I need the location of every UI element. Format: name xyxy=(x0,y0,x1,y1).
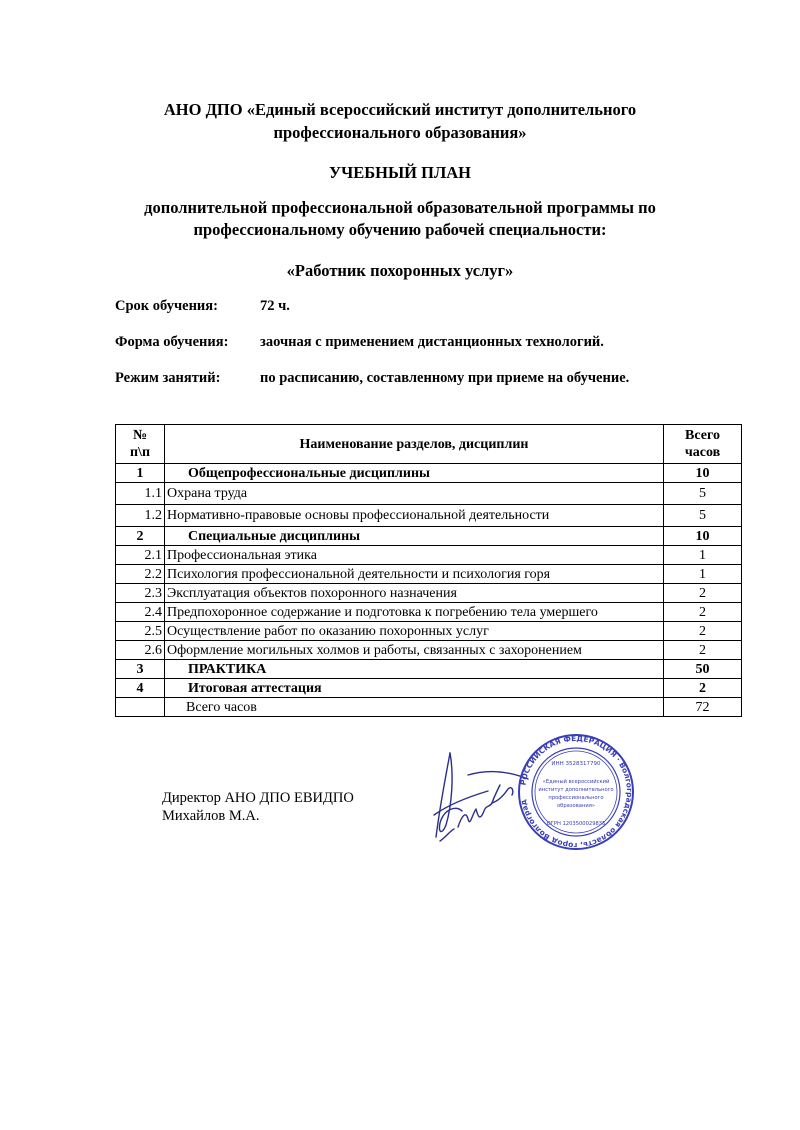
svg-text:профессионального: профессионального xyxy=(548,795,604,801)
duration-row xyxy=(115,298,290,315)
table-row xyxy=(116,641,742,660)
row-name: Эксплуатация объектов похоронного назначения xyxy=(165,584,664,603)
svg-text:образования»: образования» xyxy=(556,803,596,809)
column-header-number xyxy=(116,425,165,464)
table-row xyxy=(116,660,742,679)
row-name: ПРАКТИКА xyxy=(165,660,664,679)
row-number: 1.1 xyxy=(116,483,165,505)
form-row xyxy=(115,334,604,351)
signatory-position: Директор АНО ДПО ЕВИДПО xyxy=(162,790,354,806)
row-name: Общепрофессиональные дисциплины xyxy=(165,464,664,483)
table-row xyxy=(116,483,742,505)
row-number: 2.3 xyxy=(116,584,165,603)
row-hours: 5 xyxy=(664,505,742,527)
organization-name-line1: АНО ДПО «Единый всероссийский институт дополнительного xyxy=(163,100,637,119)
table-row xyxy=(116,603,742,622)
svg-text:ИНН 3528317790: ИНН 3528317790 xyxy=(551,761,601,767)
column-header-hours-line2: часов xyxy=(684,445,721,460)
row-hours: 2 xyxy=(664,641,742,660)
row-hours: 50 xyxy=(664,660,742,679)
curriculum-table xyxy=(115,424,742,717)
official-seal xyxy=(517,733,635,851)
program-description-line2: профессиональному обучению рабочей специальности: xyxy=(193,220,607,239)
table-row xyxy=(116,546,742,565)
table-row xyxy=(116,505,742,527)
document-title: УЧЕБНЫЙ ПЛАН xyxy=(328,163,471,182)
column-header-number-line1: № xyxy=(132,428,148,443)
row-number: 2.2 xyxy=(116,565,165,584)
row-hours: 2 xyxy=(664,603,742,622)
program-description-line1: дополнительной профессиональной образовательной программы по xyxy=(144,198,656,217)
duration-value: 72 ч. xyxy=(260,298,290,314)
table-row xyxy=(116,527,742,546)
row-number: 2.1 xyxy=(116,546,165,565)
column-header-name: Наименование разделов, дисциплин xyxy=(165,425,664,464)
form-value: заочная с применением дистанционных технологий. xyxy=(260,334,604,350)
table-row xyxy=(116,622,742,641)
program-description xyxy=(100,197,700,241)
row-hours: 10 xyxy=(664,464,742,483)
row-hours: 1 xyxy=(664,565,742,584)
column-header-number-line2: п\п xyxy=(129,445,151,460)
mode-label: Режим занятий: xyxy=(115,370,221,386)
row-number: 2.4 xyxy=(116,603,165,622)
row-name: Итоговая аттестация xyxy=(165,679,664,698)
row-hours: 2 xyxy=(664,622,742,641)
row-name: Специальные дисциплины xyxy=(165,527,664,546)
duration-label: Срок обучения: xyxy=(115,298,218,314)
row-name: Психология профессиональной деятельности и психология горя xyxy=(165,565,664,584)
signatory-name: Михайлов М.А. xyxy=(162,808,260,824)
table-row xyxy=(116,679,742,698)
table-row xyxy=(116,464,742,483)
row-hours: 2 xyxy=(664,584,742,603)
row-number: 3 xyxy=(116,660,165,679)
row-number: 1.2 xyxy=(116,505,165,527)
row-hours: 1 xyxy=(664,546,742,565)
row-name: Осуществление работ по оказанию похоронных услуг xyxy=(165,622,664,641)
row-number: 4 xyxy=(116,679,165,698)
table-header-row xyxy=(116,425,742,464)
table-total-row xyxy=(116,698,742,717)
organization-name-line2: профессионального образования» xyxy=(273,123,527,142)
row-name: Всего часов xyxy=(165,698,664,717)
row-number xyxy=(116,698,165,717)
svg-text:ОГРН 1203500029835: ОГРН 1203500029835 xyxy=(546,821,606,827)
row-number: 2.6 xyxy=(116,641,165,660)
form-label: Форма обучения: xyxy=(115,334,229,350)
column-header-hours xyxy=(664,425,742,464)
row-name: Нормативно-правовые основы профессиональной деятельности xyxy=(165,505,664,527)
row-name: Оформление могильных холмов и работы, связанных с захоронением xyxy=(165,641,664,660)
svg-text:«Единый всероссийский: «Единый всероссийский xyxy=(542,779,610,785)
row-number: 1 xyxy=(116,464,165,483)
row-name: Охрана труда xyxy=(165,483,664,505)
mode-value: по расписанию, составленному при приеме на обучение. xyxy=(260,370,630,386)
row-name: Предпохоронное содержание и подготовка к погребению тела умершего xyxy=(165,603,664,622)
row-number: 2.5 xyxy=(116,622,165,641)
specialty-name: «Работник похоронных услуг» xyxy=(286,261,514,280)
signatory-block xyxy=(162,789,354,825)
table-row xyxy=(116,584,742,603)
table-row xyxy=(116,565,742,584)
svg-text:РОССИЙСКАЯ ФЕДЕРАЦИЯ · Волгогр: РОССИЙСКАЯ ФЕДЕРАЦИЯ · Волгоградская область, город Волгоград xyxy=(518,733,635,851)
column-header-hours-line1: Всего xyxy=(685,428,720,443)
row-hours: 72 xyxy=(664,698,742,717)
organization-name xyxy=(110,98,690,144)
row-hours: 10 xyxy=(664,527,742,546)
row-name: Профессиональная этика xyxy=(165,546,664,565)
row-number: 2 xyxy=(116,527,165,546)
row-hours: 2 xyxy=(664,679,742,698)
svg-text:институт дополнительного: институт дополнительного xyxy=(538,787,614,793)
mode-row xyxy=(115,370,630,387)
row-hours: 5 xyxy=(664,483,742,505)
